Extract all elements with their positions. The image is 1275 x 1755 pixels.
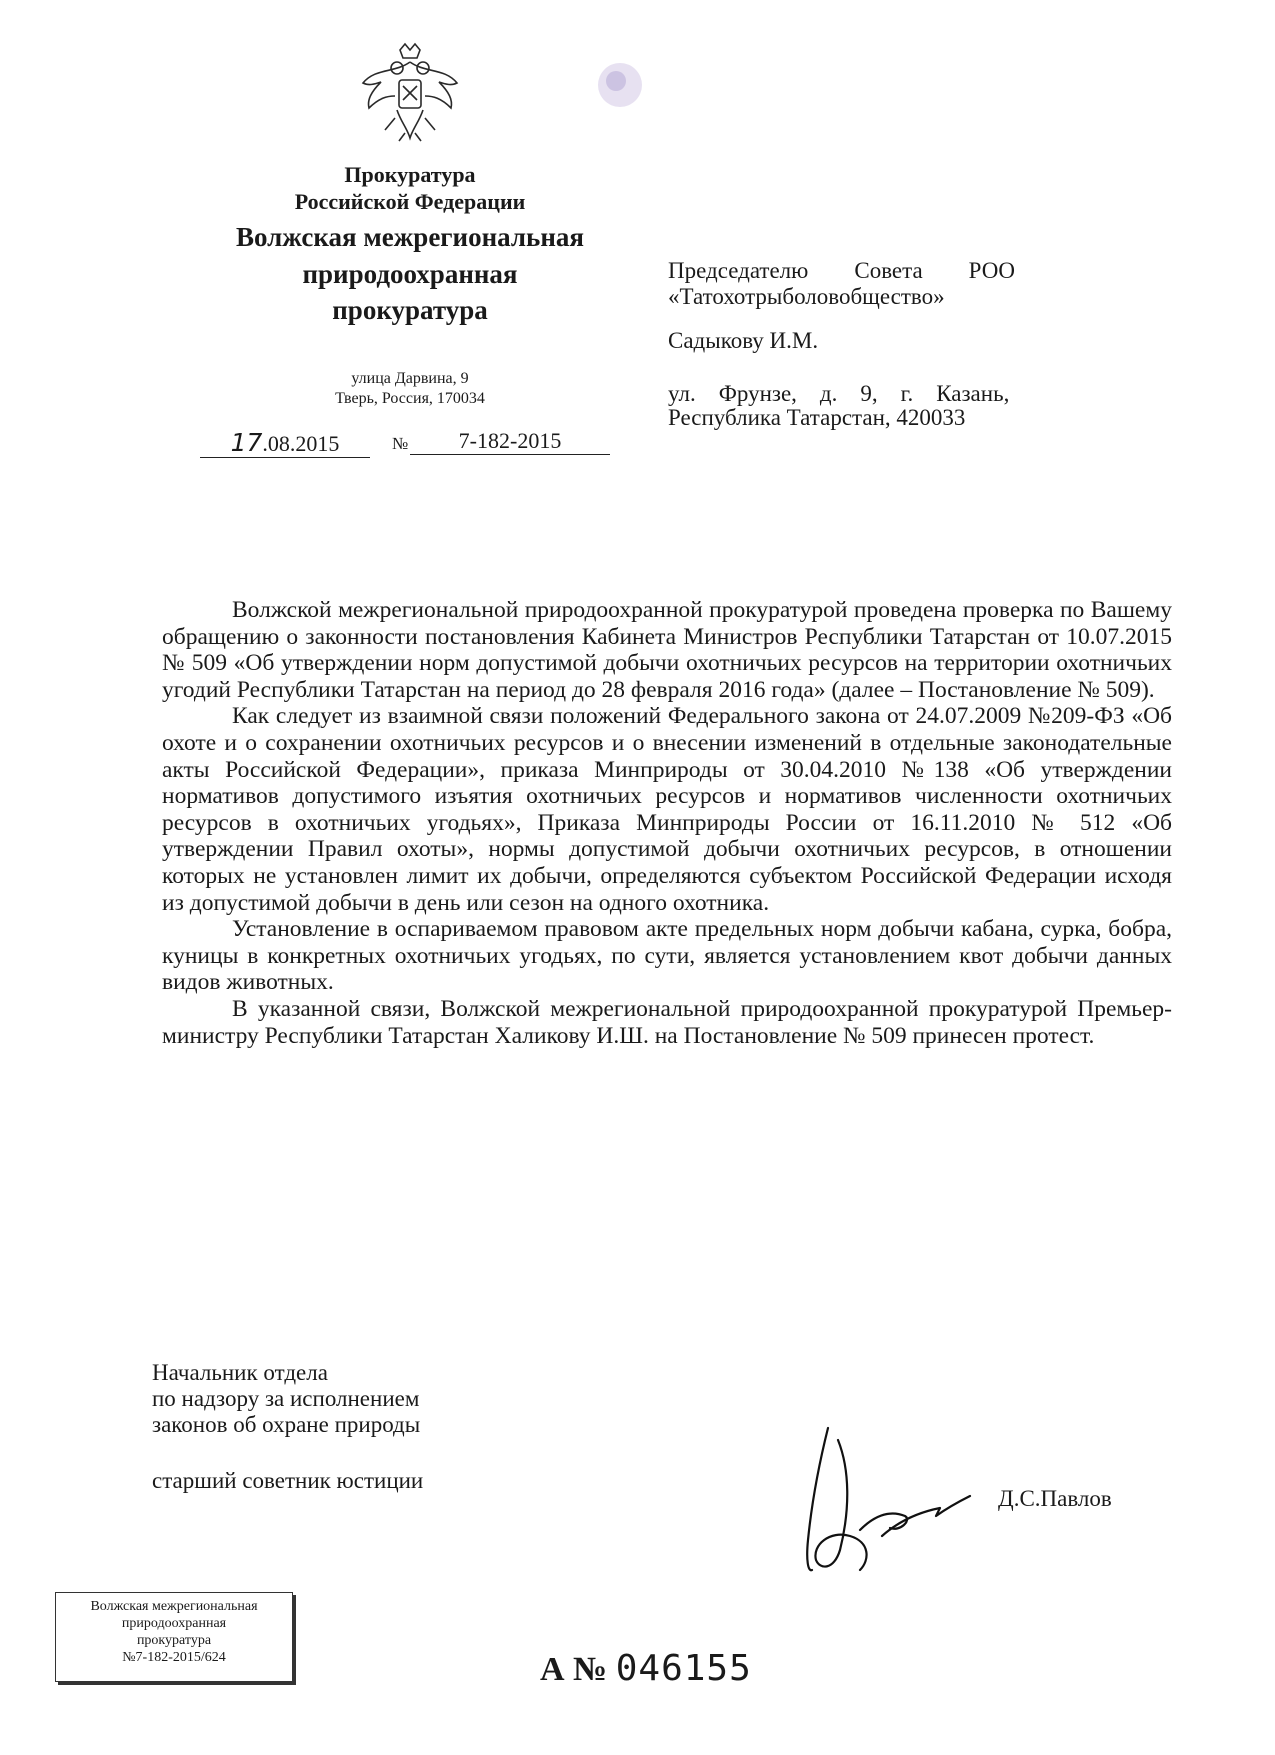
header-line-prosecutor: Прокуратура (344, 162, 476, 187)
recipient-organization: «Татохотрыболовобщество» (668, 284, 945, 309)
recipient-position: Председателю Совета РОО (668, 258, 1015, 283)
date-day-handwritten: 17 (230, 428, 263, 457)
header-line-office-1: Волжская межрегиональная (235, 222, 585, 252)
sender-address-city: Тверь, Россия, 170034 (335, 390, 485, 407)
outgoing-number: 7-182-2015 (410, 428, 610, 455)
form-serial-number (540, 1648, 752, 1689)
body-paragraph-1: Волжской межрегиональной природоохранной прокуратурой проведена проверка по Вашему обращению о законности постановления Кабинета Министров Республики Татарстан от 10.07.2015 № 509 «Об утверждении норм допустимой добычи охотничьих ресурсов на территории охотничьих угодий Республики Татарстан на период до 28 февраля 2016 года» (далее – Постановление № 509). (162, 597, 1172, 703)
stamp-line-2: природоохранная (121, 1616, 227, 1631)
number-sign: № (392, 434, 409, 453)
recipient-address-region: Республика Татарстан, 420033 (668, 405, 966, 430)
coat-of-arms-emblem (355, 38, 465, 148)
signer-title (152, 1360, 420, 1438)
body-paragraph-4: В указанной связи, Волжской межрегиональной природоохранной прокуратурой Премьер-министру Республики Татарстан Халикову И.Ш. на Постановление № 509 принесен протест. (162, 995, 1172, 1049)
stamp-line-3: прокуратура (136, 1633, 212, 1648)
header-line-office-2: природоохранная (302, 259, 518, 289)
header-line-federation: Российской Федерации (294, 189, 526, 214)
stamp-line-4: №7-182-2015/624 (122, 1650, 226, 1665)
header-line-office-3: прокуратура (332, 295, 488, 325)
body-paragraph-2: Как следует из взаимной связи положений Федерального закона от 24.07.2009 №209-ФЗ «Об охоте и о сохранении охотничьих ресурсов и о внесении изменений в отдельные законодательные акты Российской Федерации», приказа Минприроды от 30.04.2010 №138 «Об утверждении нормативов допустимого изъятия охотничьих ресурсов и нормативов численности охотничьих ресурсов в охотничьих угодьях», Приказа Минприроды России от 16.11.2010 № 512 «Об утверждении Правил охоты», нормы допустимой добычи охотничьих ресурсов, в отношении которых не установлен лимит их добычи, определяются субъектом Российской Федерации исходя из допустимой добычи в день или сезон на одного охотника. (162, 703, 1172, 916)
recipient-address-street: ул. Фрунзе, д. 9, г. Казань, (668, 381, 1010, 406)
registration-stamp (55, 1592, 293, 1682)
sender-address-street: улица Дарвина, 9 (351, 370, 469, 387)
ink-smudge (590, 55, 650, 115)
letter-body (162, 597, 1172, 1049)
serial-prefix: А № (540, 1651, 608, 1688)
outgoing-date-number (200, 424, 610, 458)
signer-title-line-3: законов об охране природы (152, 1412, 421, 1437)
signer-rank: старший советник юстиции (152, 1468, 424, 1493)
signer-title-line-2: по надзору за исполнением (152, 1386, 420, 1411)
outgoing-date (200, 428, 370, 458)
date-rest: .08.2015 (262, 431, 340, 456)
body-paragraph-3: Установление в оспариваемом правовом акте предельных норм добычи кабана, сурка, бобра, куницы в конкретных охотничьих угодьях, по сути, является установлением квот добычи данных видов животных. (162, 916, 1172, 996)
recipient-name: Садыкову И.М. (668, 328, 819, 353)
stamp-line-1: Волжская межрегиональная (90, 1599, 258, 1614)
signer-name: Д.С.Павлов (998, 1486, 1112, 1511)
signer-title-line-1: Начальник отдела (152, 1360, 328, 1385)
handwritten-signature (790, 1420, 980, 1580)
serial-number: 046155 (615, 1648, 752, 1689)
